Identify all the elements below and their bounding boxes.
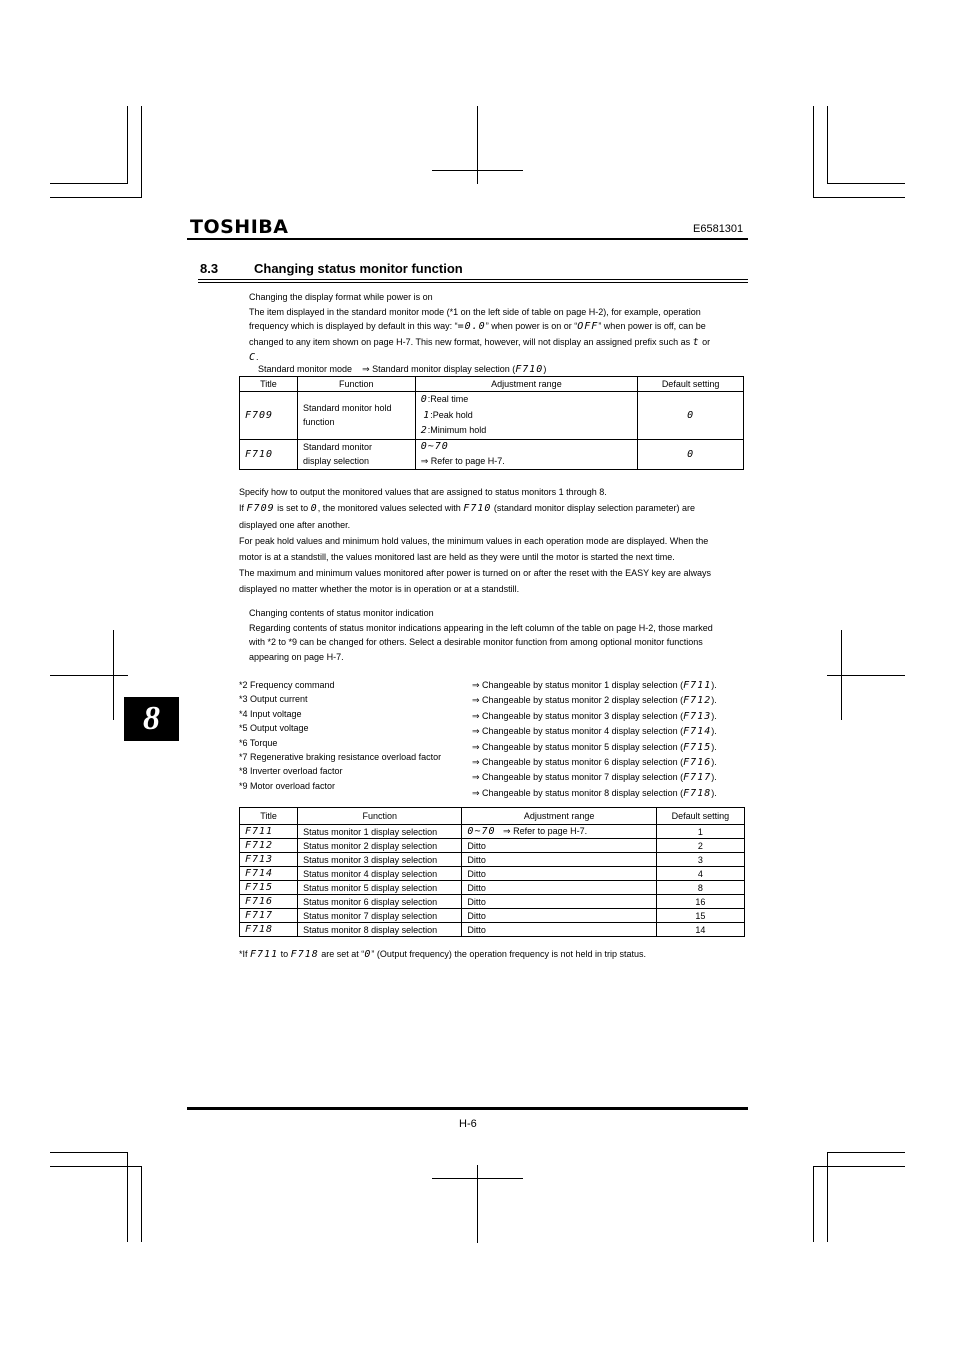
list-item: ⇒ Changeable by status monitor 3 display selection (F713). xyxy=(472,710,717,722)
status-monitor-table xyxy=(239,807,745,937)
table-row: F713 Status monitor 3 display selection Ditto 3 xyxy=(240,853,745,867)
intro-line: C. xyxy=(249,352,259,363)
monitor-item-list xyxy=(239,678,441,793)
monitor-mode-line: Standard monitor mode ⇒ Standard monitor display selection (F710) xyxy=(258,364,547,375)
list-item: *5 Output voltage xyxy=(239,723,309,734)
segment-display-text: =0.0 xyxy=(457,321,486,332)
section-rule xyxy=(198,279,748,280)
intro-heading: Changing the display format while power is on xyxy=(249,292,433,302)
brand-logo: TOSHIBA xyxy=(190,216,289,238)
section-number: 8.3 xyxy=(200,261,219,276)
segment-display-text: F710 xyxy=(515,364,544,375)
table-row: F717 Status monitor 7 display selection Ditto 15 xyxy=(240,909,745,923)
document-number: E6581301 xyxy=(693,223,744,235)
list-item: *9 Motor overload factor xyxy=(239,780,336,791)
section-heading xyxy=(200,261,463,276)
list-item: ⇒ Changeable by status monitor 1 display selection (F711). xyxy=(472,680,717,691)
page-number: H-6 xyxy=(459,1118,477,1130)
list-item: *2 Frequency command xyxy=(239,680,335,690)
intro-paragraph xyxy=(249,290,710,366)
hold-function-table xyxy=(239,376,744,470)
list-item: ⇒ Changeable by status monitor 5 display selection (F715). xyxy=(472,741,717,753)
list-item: *3 Output current xyxy=(239,694,308,705)
list-item: *8 Inverter overload factor xyxy=(239,766,343,777)
footer-rule xyxy=(187,1107,748,1110)
status-monitor-paragraph: Changing contents of status monitor indication Regarding contents of status monitor indications appearing in the left column of the table on page H-2, those marked with *2 to *9 can be changed for others. Select a desirable monitor function from among optional monitor functions appearing on page H-7. xyxy=(249,608,713,662)
list-item: ⇒ Changeable by status monitor 7 display selection (F717). xyxy=(472,772,717,784)
table-header-row: Title Function Adjustment range Default setting xyxy=(240,377,744,392)
table-row: F715 Status monitor 5 display selection Ditto 8 xyxy=(240,881,745,895)
table-row: F712 Status monitor 2 display selection Ditto 2 xyxy=(240,839,745,853)
intro-line: changed to any item shown on page H-7. This new format, however, will not display an assigned prefix such as t or xyxy=(249,336,711,348)
segment-display-text: t xyxy=(692,336,700,348)
table-row: F714 Status monitor 4 display selection Ditto 4 xyxy=(240,867,745,881)
table-row: F710 Standard monitor display selection 0~70 ⇒ Refer to page H-7. 0 xyxy=(240,439,744,469)
paragraph-heading: Changing contents of status monitor indication xyxy=(249,608,434,618)
segment-display-text: C xyxy=(249,352,257,363)
list-item: ⇒ Changeable by status monitor 6 display selection (F716). xyxy=(472,757,717,769)
hold-description-paragraph: Specify how to output the monitored values that are assigned to status monitors 1 through 8. If F709 is set to 0, the monitored values selected with F710 (standard monitor display selection parameter) are displayed one after another. For peak hold values and minimum hold values, the minimum values in each operation mode are displayed. When the motor is at a standstill, the values monitored last are held as they were until the motor is started the next time. The maximum and minimum values monitored after power is turned on or after the reset with the EASY key are always displayed no matter whether the motor is in operation or at a standstill. xyxy=(239,487,712,594)
chapter-tab: 8 xyxy=(124,697,179,741)
segment-display-text: OFF xyxy=(577,321,599,332)
parameter-title: F709 xyxy=(245,409,274,421)
parameter-title: F710 xyxy=(245,448,274,460)
footnote: *If F711 to F718 are set at “0” (Output frequency) the operation frequency is not held in trip status. xyxy=(239,949,646,960)
list-item: *6 Torque xyxy=(239,737,278,748)
monitor-target-list xyxy=(472,678,717,801)
table-row: F718 Status monitor 8 display selection Ditto 14 xyxy=(240,923,745,937)
table-row: F709 Standard monitor hold function 0:Real time 1:Peak hold 2:Minimum hold 0 xyxy=(240,392,744,440)
table-row: F711 Status monitor 1 display selection 0~70 ⇒ Refer to page H-7. 1 xyxy=(240,825,745,839)
list-item: *7 Regenerative braking resistance overload factor xyxy=(239,752,442,763)
table-row: F716 Status monitor 6 display selection Ditto 16 xyxy=(240,895,745,909)
intro-line: The item displayed in the standard monitor mode (*1 on the left side of table on page H-2), for example, operation xyxy=(249,306,701,317)
header-rule xyxy=(187,238,748,240)
list-item: *4 Input voltage xyxy=(239,708,302,719)
list-item: ⇒ Changeable by status monitor 2 display selection (F712). xyxy=(472,695,717,707)
list-item: ⇒ Changeable by status monitor 4 display selection (F714). xyxy=(472,726,717,738)
section-title: Changing status monitor function xyxy=(254,261,463,276)
list-item: ⇒ Changeable by status monitor 8 display selection (F718). xyxy=(472,787,717,799)
intro-line: frequency which is displayed by default in this way: “=0.0” when power is on or “OFF” when power is off, can be xyxy=(249,321,706,332)
section-rule xyxy=(198,282,748,283)
table-header-row: Title Function Adjustment range Default setting xyxy=(240,808,745,825)
